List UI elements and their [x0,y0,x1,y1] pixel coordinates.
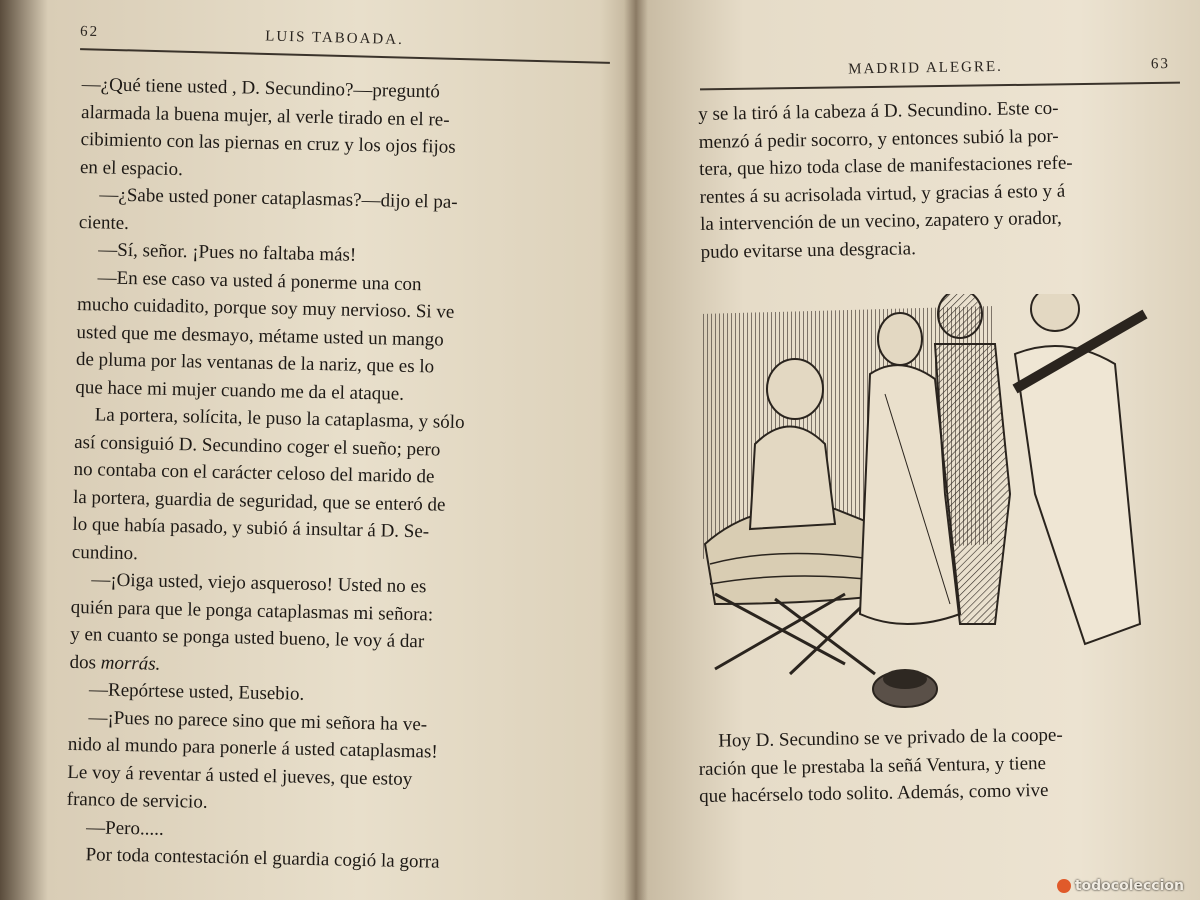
text-line: usted que me desmayo, métame usted un mango [76,321,444,351]
text-line: lo que había pasado, y subió á insultar á D. Se- [72,513,430,543]
text-line: no contaba con el carácter celoso del marido de [73,458,435,488]
right-running-head [700,56,1170,81]
text-line: —Repórtese usted, Eusebio. [88,679,305,705]
right-body-text [698,93,1171,266]
text-line: en el espacio. [79,156,184,180]
text-line: la intervención de un vecino, zapatero y orador, [699,207,1062,235]
text-line: —¿Qué tiene usted , D. Secundino?—preguntó [81,73,441,103]
text-line: —Pero..... [85,816,164,840]
text-line: menzó á pedir socorro, y entonces subió la por- [698,125,1059,153]
left-body-text [65,71,602,879]
text-line: Por toda contestación el guardia cogió la gorra [85,844,440,873]
left-running-head [80,24,570,54]
text-line: pudo evitarse una desgracia. [700,237,917,263]
text-line: y en cuanto se ponga usted bueno, le voy á dar [69,623,425,653]
watermark-text: todocoleccion [1074,878,1184,894]
left-head-title: LUIS TABOADA. [264,28,405,49]
text-line: mucho cuidadito, porque soy muy nervioso. Si ve [76,293,455,323]
text-line: tera, que hizo toda clase de manifestaciones refe- [699,152,1073,180]
text-line: ración que le prestaba la señá Ventura, y tiene [698,752,1047,780]
right-body-text-after [698,720,1169,811]
right-head-title: MADRID ALEGRE. [848,58,1003,78]
text-line: Hoy D. Secundino se ve privado de la coope- [718,724,1063,752]
right-page-number: 63 [1150,55,1171,73]
text-line: La portera, solícita, le puso la cataplasma, y sólo [94,404,465,434]
text-line: —En ese caso va usted á ponerme una con [97,266,422,295]
text-line: la portera, guardia de seguridad, que se enteró de [72,486,446,516]
watermark-logo-icon [1057,879,1071,893]
text-line: cundino. [71,541,139,564]
text-line: franco de servicio. [66,788,208,813]
text-line: así consiguió D. Secundino coger el sueño; pero [74,431,441,461]
text-line: ciente. [78,211,130,234]
text-line: —Sí, señor. ¡Pues no faltaba más! [98,239,357,266]
text-line: cibimiento con las piernas en cruz y los ojos fijos [80,128,456,158]
text-line: de pluma por las ventanas de la nariz, que es lo [75,348,435,378]
text-line: quién para que le ponga cataplasmas mi señora: [70,596,434,625]
text-line: —¿Sabe usted poner cataplasmas?—dijo el pa- [99,184,458,213]
text-line: que hace mi mujer cuando me da el ataque. [75,376,405,405]
engraving-illustration [695,294,1165,724]
italic-word: morrás. [100,652,161,675]
right-head-rule [700,82,1180,91]
left-page-number: 62 [79,23,100,41]
text-line: nido al mundo para ponerle á usted cataplasmas! [67,733,438,763]
site-watermark [1057,878,1184,894]
text-line: —¡Pues no parece sino que mi señora ha ve- [88,706,428,735]
engraving-figure [695,294,1165,724]
right-page [650,55,1171,900]
left-page [50,23,610,900]
text-line: que hacérselo todo solito. Además, como vive [699,779,1049,807]
text-fragment: dos [69,651,97,673]
text-line: rentes á su acrisolada virtud, y gracias á esto y á [699,180,1066,208]
text-line: Le voy á reventar á usted el jueves, que estoy [67,761,413,790]
text-line: alarmada la buena mujer, al verle tirado en el re- [80,101,450,131]
text-line: y se la tiró á la cabeza á D. Secundino. Este co- [698,97,1059,125]
text-line: —¡Oiga usted, viejo asqueroso! Usted no es [91,569,427,598]
